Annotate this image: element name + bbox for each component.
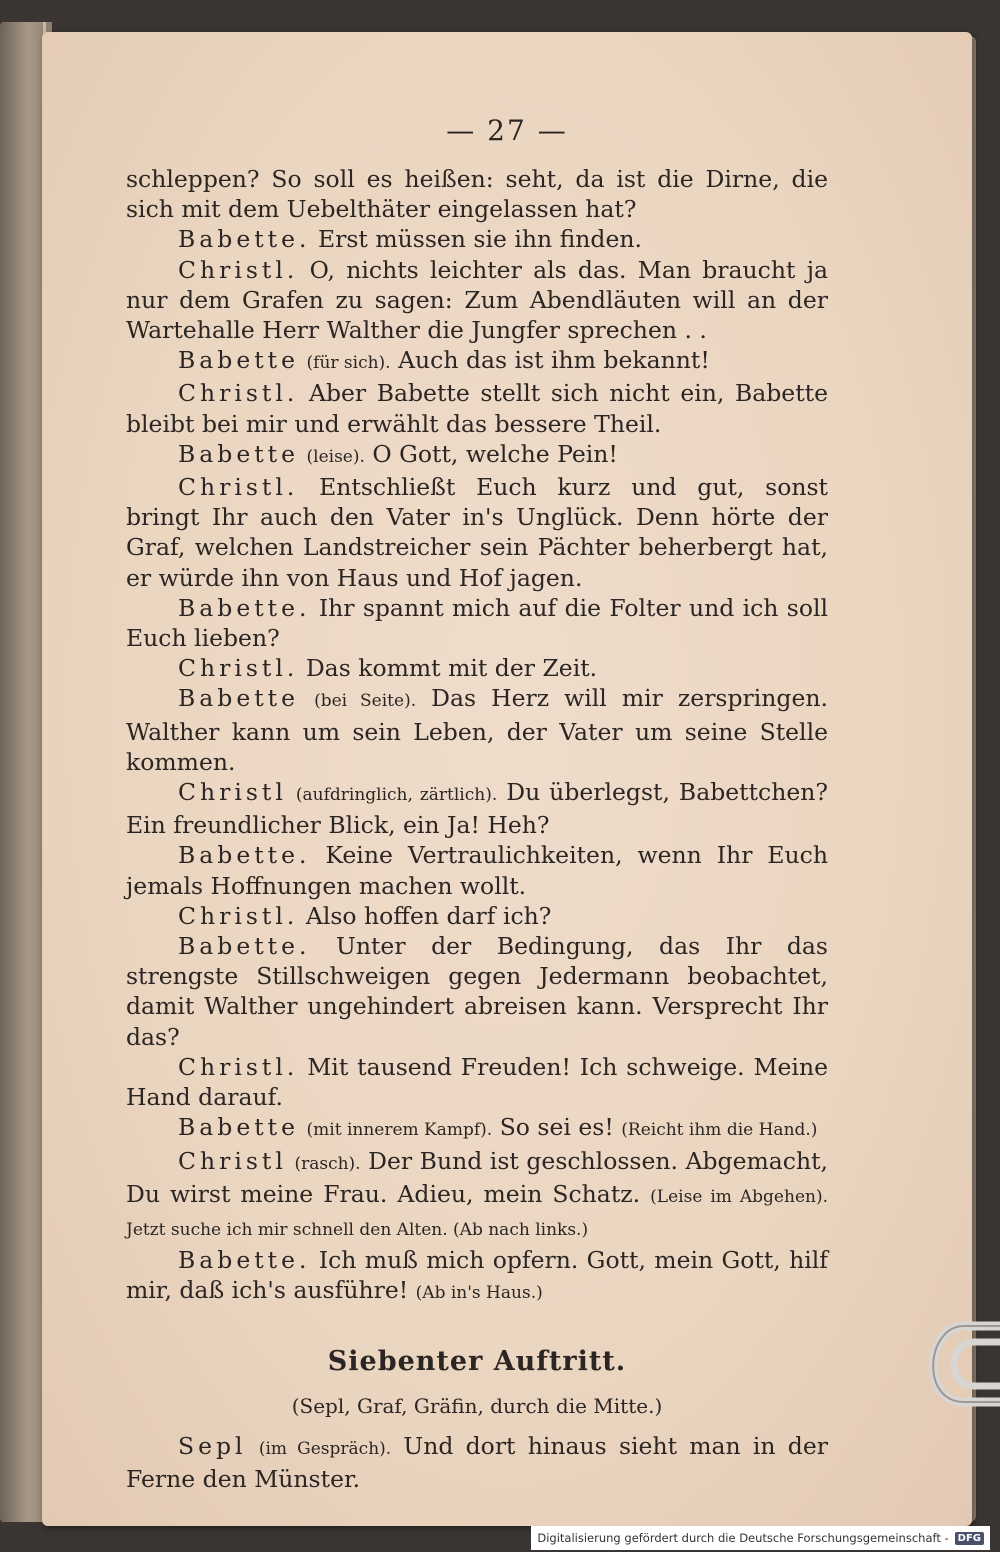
- dialogue-paragraph: [126, 345, 828, 378]
- dialogue-paragraph: [126, 931, 828, 1052]
- stage-direction: (bei Seite).: [314, 691, 417, 712]
- speaker-name: Christl.: [178, 654, 299, 683]
- speaker-name: Babette.: [178, 1246, 311, 1275]
- dialogue-text: Das Herz will mir zerspringen. Walther kann um sein Leben, der Vater um seine Stelle kommen.: [126, 684, 828, 776]
- dialogue-paragraph: [126, 653, 828, 683]
- credit-text: Digitalisierung gefördert durch die Deutsche Forschungsgemeinschaft -: [537, 1531, 949, 1545]
- dialogue-paragraph: [126, 593, 828, 653]
- dialogue-paragraph: [126, 224, 828, 254]
- speaker-name: Christl.: [178, 255, 299, 284]
- dialogue-text: O, nichts leichter als das. Man braucht ja nur dem Grafen zu sagen: Zum Abendläuten will an der Wartehalle Herr Walther die Jungfer sprechen . .: [126, 255, 828, 345]
- speaker-name: Christl: [178, 778, 287, 807]
- speaker-name: Christl.: [178, 901, 299, 930]
- speaker-name: Babette: [178, 346, 300, 375]
- dialogue-paragraph: [126, 1112, 828, 1145]
- dialogue-paragraph: [126, 255, 828, 346]
- dialogue-text: Das kommt mit der Zeit.: [305, 654, 598, 683]
- speaker-name: Babette.: [178, 932, 311, 961]
- scene-cast: (Sepl, Graf, Gräfin, durch die Mitte.): [291, 1393, 663, 1418]
- dialogue-paragraph: [126, 1146, 828, 1246]
- dialogue-text: Entschließt Euch kurz und gut, sonst bringt Ihr auch den Vater in's Unglück. Denn hörte der Graf, welchen Landstreicher sein Pächter beherbergt hat, er würde ihn von Haus und Hof jagen.: [126, 473, 828, 592]
- dialogue-text: Ihr spannt mich auf die Folter und ich soll Euch lieben?: [126, 593, 828, 653]
- dialogue-text: Erst müssen sie ihn finden.: [317, 225, 642, 254]
- stage-direction: (aufdringlich, zärtlich).: [295, 785, 498, 806]
- digitization-credit: [531, 1526, 990, 1550]
- speaker-name: Christl.: [178, 1052, 299, 1081]
- dialogue-text: schleppen? So soll es heißen: seht, da ist die Dirne, die sich mit dem Uebelthäter eingelassen hat?: [126, 165, 828, 224]
- page-text: [126, 164, 828, 1494]
- dialogue-paragraph: [126, 1431, 828, 1494]
- stage-direction: (leise).: [306, 446, 365, 467]
- speaker-name: Christl.: [178, 473, 299, 502]
- speaker-name: Sepl: [178, 1431, 247, 1460]
- stage-direction: (im Gespräch).: [258, 1438, 392, 1459]
- page-number: — 27 —: [446, 114, 568, 147]
- dialogue-text: Auch das ist ihm bekannt!: [398, 346, 710, 375]
- dialogue-paragraph: [126, 901, 828, 931]
- dialogue-paragraph: [126, 683, 828, 777]
- dialogue-text: Und dort hinaus sieht man in der Ferne den Münster.: [126, 1431, 828, 1494]
- speaker-name: Christl.: [178, 379, 299, 408]
- dialogue-paragraph: [126, 840, 828, 900]
- dialogue-text: Also hoffen darf ich?: [305, 901, 552, 930]
- dialogue-text: O Gott, welche Pein!: [372, 439, 618, 468]
- dfg-logo: DFG: [955, 1532, 984, 1545]
- stage-direction: (Reicht ihm die Hand.): [621, 1120, 818, 1141]
- dialogue-paragraph: [126, 164, 828, 224]
- dialogue-paragraph: [126, 439, 828, 472]
- dialogue-paragraph: [126, 777, 828, 840]
- dialogue-text: Ich muß mich opfern. Gott, mein Gott, hilf mir, daß ich's ausführe!: [126, 1246, 828, 1305]
- speaker-name: Babette: [178, 439, 300, 468]
- dialogue-text: Du überlegst, Babettchen? Ein freundlicher Blick, ein Ja! Heh?: [126, 778, 828, 840]
- speaker-name: Babette: [178, 1113, 300, 1142]
- stage-direction: (Ab in's Haus.): [415, 1283, 543, 1304]
- stage-direction: (für sich).: [306, 353, 391, 374]
- stage-direction: (rasch).: [294, 1153, 361, 1174]
- dialogue-paragraph: [126, 1245, 828, 1308]
- dialogue-paragraph: [126, 1052, 828, 1112]
- book-page: [42, 32, 972, 1526]
- speaker-name: Babette.: [178, 225, 311, 254]
- dialogue-paragraph: [126, 472, 828, 593]
- dialogue-text: Der Bund ist geschlossen. Abgemacht, Du wirst meine Frau. Adieu, mein Schatz.: [126, 1146, 828, 1208]
- dialogue-text: So sei es!: [499, 1113, 614, 1142]
- dialogue-text: Keine Vertraulichkeiten, wenn Ihr Euch jemals Hoffnungen machen wollt.: [126, 841, 828, 900]
- stage-direction: (mit innerem Kampf).: [306, 1120, 493, 1141]
- speaker-name: Babette: [178, 684, 300, 713]
- scene-heading: Siebenter Auftritt.: [327, 1345, 627, 1377]
- speaker-name: Babette.: [178, 593, 311, 622]
- dialogue-text: Aber Babette stellt sich nicht ein, Babette bleibt bei mir und erwählt das bessere Theil.: [126, 379, 828, 438]
- dialogue-text: Unter der Bedingung, das Ihr das strengste Stillschweigen gegen Jedermann beobachtet, damit Walther ungehindert abreisen kann. Versprecht Ihr das?: [126, 932, 828, 1051]
- dialogue-text: Mit tausend Freuden! Ich schweige. Meine Hand darauf.: [126, 1052, 828, 1112]
- dialogue-paragraph: [126, 378, 828, 438]
- speaker-name: Christl: [178, 1146, 287, 1175]
- paperclip-icon: [914, 1314, 1000, 1414]
- speaker-name: Babette.: [178, 841, 311, 870]
- stage-direction: (Leise im Abgehen). Jetzt suche ich mir schnell den Alten. (Ab nach links.): [126, 1186, 828, 1240]
